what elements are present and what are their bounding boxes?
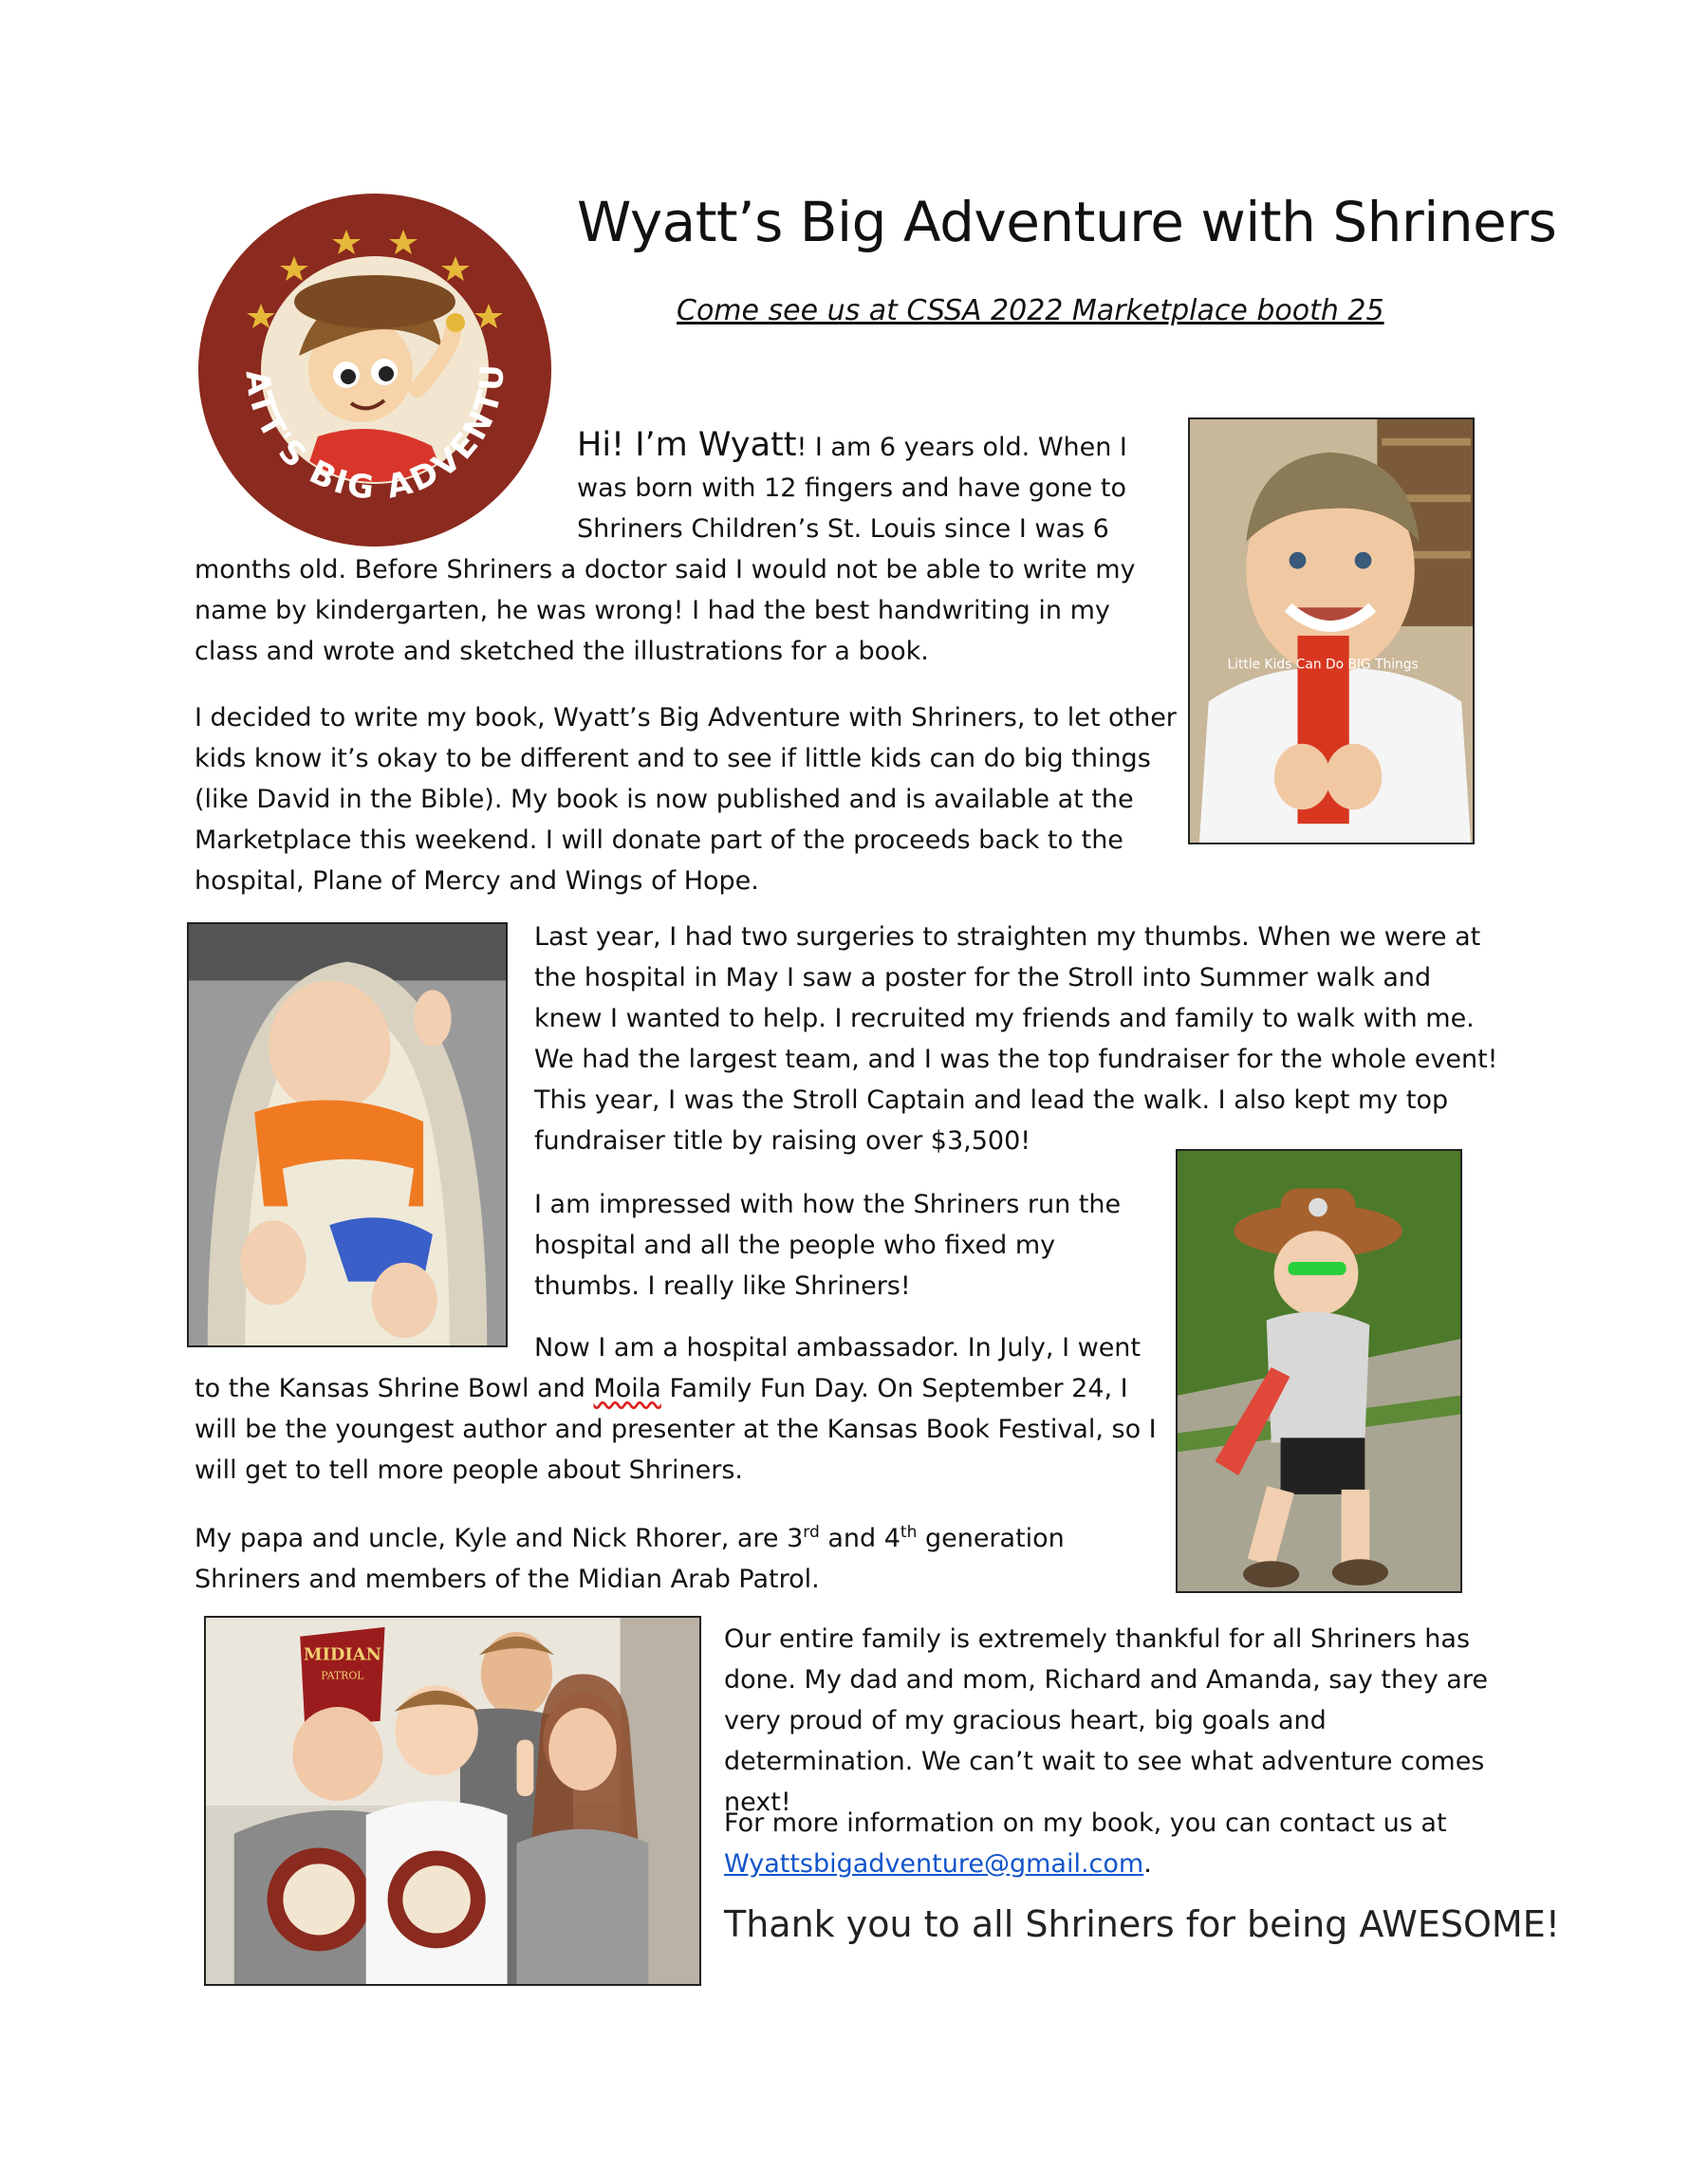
closing-thanks: Thank you to all Shriners for being AWESOME! [724, 1903, 1560, 1945]
paragraph-ambassador: to the Kansas Shrine Bowl and Moila Family Fun Day. On September 24, I will be the youngest author and presenter at the Kansas Book Festival, so I will get to tell more people about Shriners. [195, 1374, 1157, 1485]
boy-bookmark-image [1190, 419, 1473, 843]
paragraph-family-shriners: My papa and uncle, Kyle and Nick Rhorer, are 3rd and 4th generation Shriners and members of the Midian Arab Patrol. [195, 1523, 1065, 1594]
moila-word: Moila [593, 1374, 661, 1403]
boy-cowboy-image [1178, 1151, 1460, 1591]
paragraph-book: I decided to write my book, Wyatt’s Big Adventure with Shriners, to let other kids know it’s okay to be different and to see if little kids can do big things (like David in the Bible). My book is now published and is available at the Marketplace this weekend. I will donate part of the proceeds back to the hospital, Plane of Mercy and Wings of Hope. [195, 703, 1177, 896]
photo-wyatt-cowboy [1176, 1149, 1462, 1593]
paragraph-contact: For more information on my book, you can contact us at Wyattsbigadventure@gmail.com. [724, 1808, 1447, 1879]
greeting: Hi! I’m Wyatt [577, 426, 797, 464]
wyatt-logo [195, 190, 555, 550]
paragraph-impressed: I am impressed with how the Shriners run the hospital and all the people who fixed my thumbs. I really like Shriners! [534, 1190, 1122, 1301]
svg-text:WYATT'S BIG ADVENTURE: ATT'S BIG ADVENTU [237, 361, 512, 508]
paragraph-thankful: Our entire family is extremely thankful for all Shriners has done. My dad and mom, Richard and Amanda, say they are very proud of my gracious heart, big goals and determination. We can’t wait to see what adventure comes next! [724, 1624, 1488, 1817]
svg-text:Little Kids Can Do BIG Things: Little Kids Can Do BIG Things [1227, 657, 1419, 673]
baby-image [189, 924, 506, 1345]
photo-baby [187, 922, 508, 1347]
paragraph-surgeries: Last year, I had two surgeries to straighten my thumbs. When we were at the hospital in May I saw a poster for the Stroll into Summer walk and knew I wanted to help. I recruited my friends and family to walk with me. We had the largest team, and I was the top fundraiser for the whole event! This year, I was the Stroll Captain and lead the walk. I also kept my top fundraiser title by raising over $3,500! [534, 922, 1498, 1156]
svg-text:PATROL: PATROL [321, 1669, 364, 1682]
svg-text:MIDIAN: MIDIAN [303, 1644, 381, 1665]
photo-family [204, 1616, 701, 1986]
photo-wyatt-bookmark [1188, 417, 1475, 844]
wyatt-logo-icon [195, 190, 555, 550]
email-link[interactable]: Wyattsbigadventure@gmail.com [724, 1849, 1144, 1879]
intro-continued: months old. Before Shriners a doctor said I would not be able to write my name by kindergarten, he was wrong! I had the best handwriting in my class and wrote and sketched the illustrations for a book. [195, 555, 1136, 666]
intro-lines: Hi! I’m Wyatt! I am 6 years old. When I was born with 12 fingers and have gone to Shriners Children’s St. Louis since I was 6 [577, 426, 1127, 544]
page-title: Wyatt’s Big Adventure with Shriners [577, 190, 1557, 254]
family-image [206, 1618, 699, 1984]
booth-subtitle: Come see us at CSSA 2022 Marketplace booth 25 [677, 294, 1384, 327]
para5-first-line: Now I am a hospital ambassador. In July, I went [534, 1333, 1142, 1363]
